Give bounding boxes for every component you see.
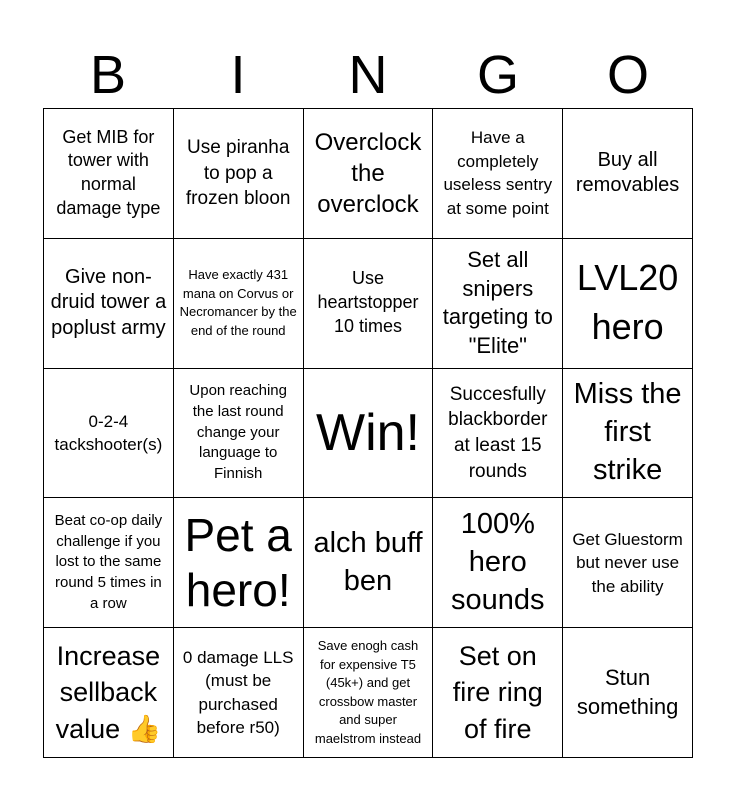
cell-text: Set all snipers targeting to "Elite" (442, 247, 553, 358)
cell-text: Have exactly 431 mana on Corvus or Necromancer by the end of the round (179, 267, 297, 338)
cell-text: Beat co-op daily challenge if you lost to the same round 5 times in a row (54, 512, 163, 612)
bingo-cell-o5[interactable] (563, 628, 693, 758)
bingo-cell-g3[interactable] (433, 369, 563, 499)
bingo-cell-b4[interactable] (44, 498, 174, 628)
bingo-cell-g5[interactable] (433, 628, 563, 758)
header-letter-o: O (606, 45, 649, 105)
bingo-cell-n4[interactable] (304, 498, 434, 628)
bingo-cell-g1[interactable] (433, 109, 563, 239)
cell-text: Succesfully blackborder at least 15 rounds (448, 383, 548, 482)
cell-text: Get MIB for tower with normal damage type (56, 126, 161, 219)
cell-text: Have a completely useless sentry at some point (443, 128, 553, 218)
bingo-cell-i2[interactable] (174, 239, 304, 369)
cell-text: Overclock the overclock (314, 128, 422, 218)
bingo-cell-i1[interactable] (174, 109, 304, 239)
bingo-cell-i5[interactable] (174, 628, 304, 758)
bingo-cell-n2[interactable] (304, 239, 434, 369)
cell-text: Get Gluestorm but never use the ability (572, 529, 683, 596)
bingo-cell-n1[interactable] (304, 109, 434, 239)
bingo-cell-g4[interactable] (433, 498, 563, 628)
cell-text: 0-2-4 tackshooter(s) (54, 411, 163, 454)
bingo-grid (43, 108, 693, 758)
cell-text: alch buff ben (313, 527, 423, 597)
header-letter-b: B (89, 45, 127, 105)
header-letter-i: I (230, 45, 246, 105)
cell-text: Use heartstopper 10 times (317, 268, 419, 337)
bingo-cell-n3-free[interactable] (304, 369, 434, 499)
cell-text: Upon reaching the last round change your language to Finnish (189, 382, 287, 483)
bingo-cell-g2[interactable] (433, 239, 563, 369)
cell-text: Pet a hero! (184, 508, 292, 616)
bingo-cell-o4[interactable] (563, 498, 693, 628)
cell-text: 0 damage LLS (must be purchased before r50) (182, 647, 294, 738)
cell-text: Increase sellback value 👍 (55, 640, 162, 744)
cell-text: Buy all removables (575, 148, 680, 197)
cell-text: Win! (315, 403, 420, 462)
bingo-cell-o2[interactable] (563, 239, 693, 369)
bingo-cell-b3[interactable] (44, 369, 174, 499)
bingo-cell-b1[interactable] (44, 109, 174, 239)
bingo-cell-o3[interactable] (563, 369, 693, 499)
bingo-cell-b2[interactable] (44, 239, 174, 369)
bingo-header (43, 42, 693, 108)
cell-text: 100% hero sounds (451, 508, 545, 616)
cell-text: Set on fire ring of fire (452, 640, 543, 744)
header-letter-g: G (476, 45, 519, 105)
cell-text: Use piranha to pop a frozen bloon (185, 136, 291, 210)
cell-text: Save enogh cash for expensive T5 (45k+) and get crossbow master and super maelstrom instead (314, 638, 422, 746)
cell-text: Stun something (576, 665, 679, 719)
cell-text: Miss the first strike (573, 378, 682, 486)
bingo-cell-n5[interactable] (304, 628, 434, 758)
bingo-cell-b5[interactable] (44, 628, 174, 758)
bingo-cell-i4[interactable] (174, 498, 304, 628)
bingo-cell-i3[interactable] (174, 369, 304, 499)
header-letter-n: N (348, 45, 388, 105)
cell-text: Give non-druid tower a poplust army (50, 265, 167, 339)
bingo-cell-o1[interactable] (563, 109, 693, 239)
cell-text: LVL20 hero (576, 257, 679, 348)
